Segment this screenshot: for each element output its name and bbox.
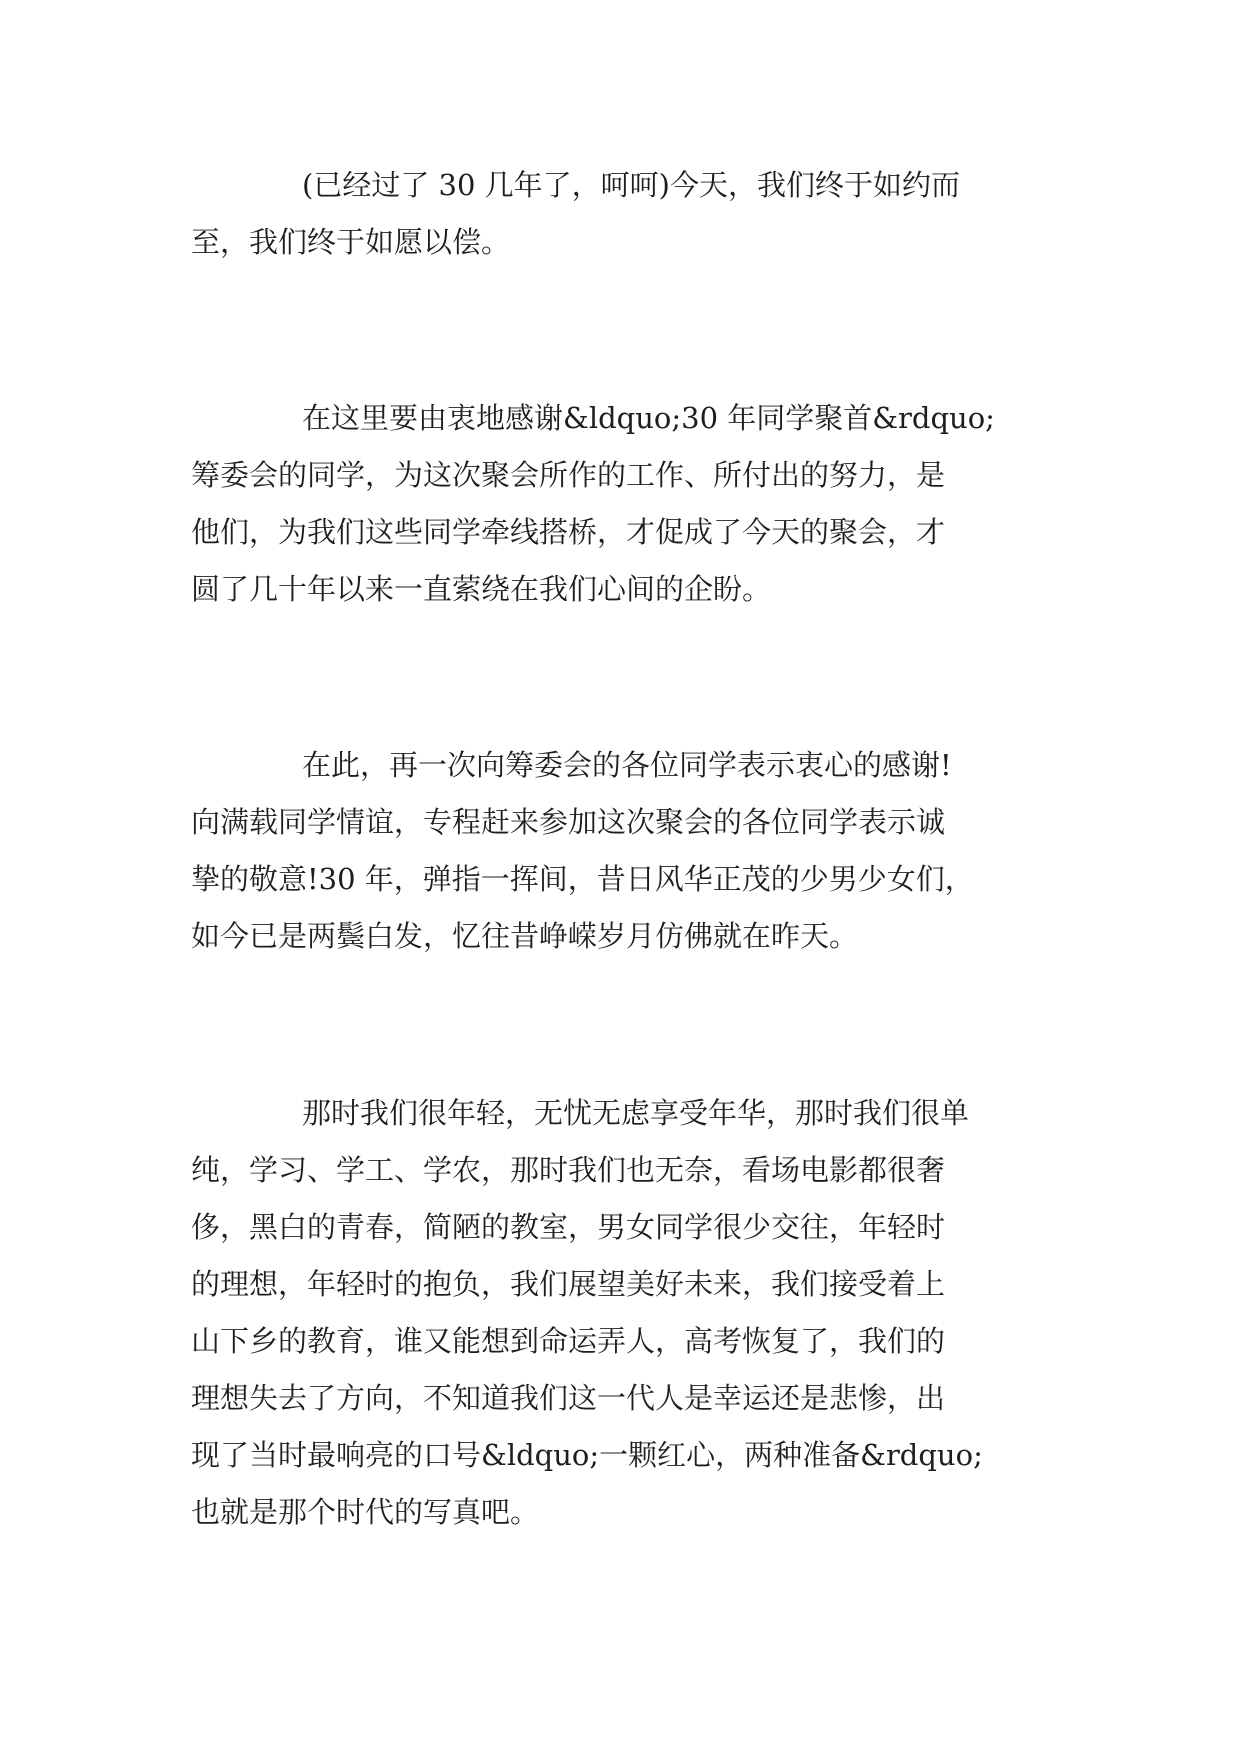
paragraph-4-line-7: 现了当时最响亮的口号&ldquo;一颗红心，两种准备&rdquo; [191,1438,983,1472]
paragraph-2-line-2: 筹委会的同学，为这次聚会所作的工作、所付出的努力，是 [191,458,946,492]
paragraph-2-line-4: 圆了几十年以来一直萦绕在我们心间的企盼。 [191,572,772,606]
paragraph-4-line-1: 那时我们很年轻，无忧无虑享受年华，那时我们很单 [302,1096,970,1130]
paragraph-3-line-2: 向满载同学情谊，专程赶来参加这次聚会的各位同学表示诚 [191,805,946,839]
paragraph-4-line-3: 侈，黑白的青春，简陋的教室，男女同学很少交往，年轻时 [191,1210,946,1244]
paragraph-1-line-2: 至，我们终于如愿以偿。 [191,225,511,259]
paragraph-4-line-5: 山下乡的教育，谁又能想到命运弄人，高考恢复了，我们的 [191,1324,946,1358]
paragraph-2-line-1: 在这里要由衷地感谢&ldquo;30 年同学聚首&rdquo; [302,401,995,435]
paragraph-4-line-6: 理想失去了方向，不知道我们这一代人是幸运还是悲惨，出 [191,1381,946,1415]
paragraph-2-line-3: 他们，为我们这些同学牵线搭桥，才促成了今天的聚会，才 [191,515,946,549]
paragraph-1-line-1: (已经过了 30 几年了，呵呵)今天，我们终于如约而 [302,168,960,202]
paragraph-4-line-4: 的理想，年轻时的抱负，我们展望美好未来，我们接受着上 [191,1267,946,1301]
paragraph-3-line-3: 挚的敬意!30 年，弹指一挥间，昔日风华正茂的少男少女们， [191,862,974,896]
paragraph-4-line-2: 纯，学习、学工、学农，那时我们也无奈，看场电影都很奢 [191,1153,946,1187]
paragraph-3-line-4: 如今已是两鬓白发，忆往昔峥嵘岁月仿佛就在昨天。 [191,919,859,953]
paragraph-4-line-8: 也就是那个时代的写真吧。 [191,1495,540,1529]
paragraph-3-line-1: 在此，再一次向筹委会的各位同学表示衷心的感谢! [302,748,952,782]
